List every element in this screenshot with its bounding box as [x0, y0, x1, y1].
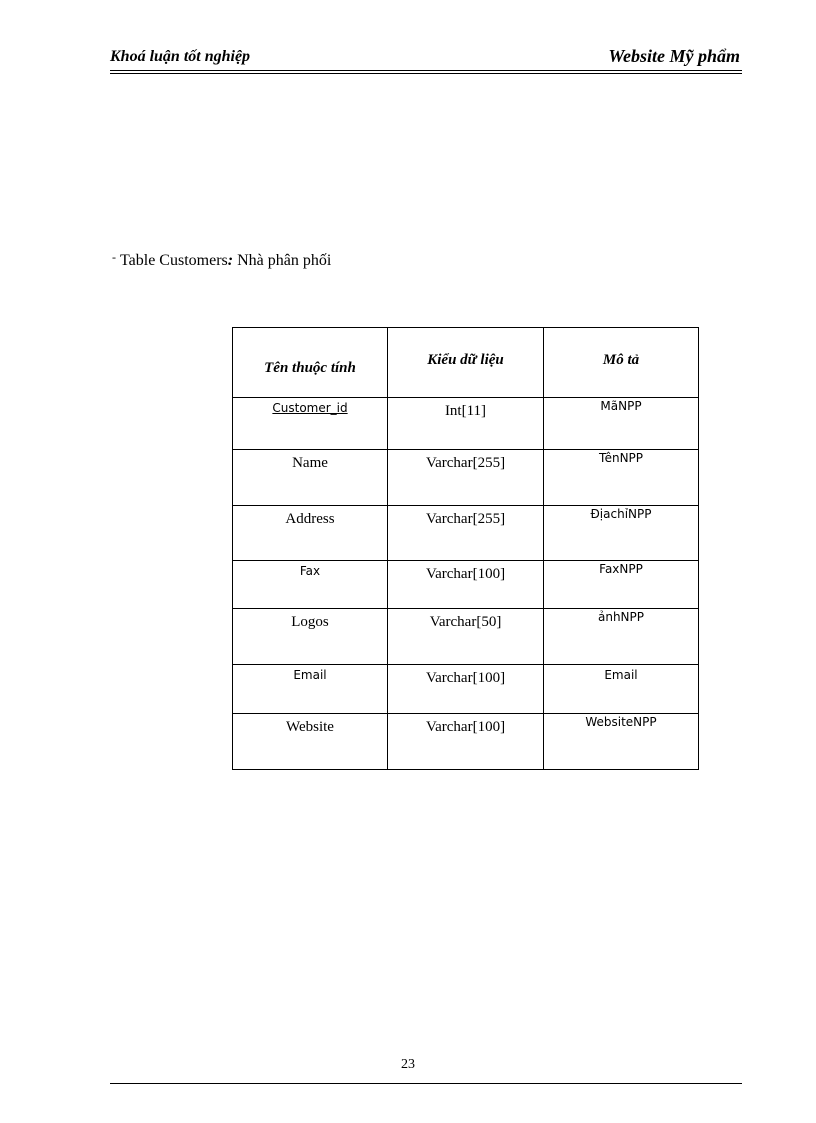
header-attribute-name: Tên thuộc tính	[233, 328, 388, 398]
cell-attribute: Name	[233, 450, 388, 506]
table-row	[233, 665, 699, 714]
table-row	[233, 714, 699, 770]
heading-colon: :	[227, 252, 234, 269]
cell-type: Varchar[100]	[388, 665, 544, 714]
header-thesis-title: Khoá luận tốt nghiệp	[110, 48, 251, 65]
footer-divider	[110, 1083, 742, 1084]
cell-description: FaxNPP	[544, 561, 699, 609]
cell-description: ĐịachỉNPP	[544, 506, 699, 561]
cell-attribute: Email	[233, 665, 388, 714]
cell-type: Int[11]	[388, 398, 544, 450]
cell-attribute: Logos	[233, 609, 388, 665]
table-row	[233, 506, 699, 561]
header-divider	[110, 73, 742, 74]
table-header-row	[233, 328, 699, 398]
bullet-dash: -	[112, 250, 116, 264]
cell-description: MãNPP	[544, 398, 699, 450]
table-row	[233, 450, 699, 506]
cell-type: Varchar[50]	[388, 609, 544, 665]
table-row	[233, 561, 699, 609]
cell-type: Varchar[100]	[388, 561, 544, 609]
cell-description: TênNPP	[544, 450, 699, 506]
cell-attribute: Website	[233, 714, 388, 770]
cell-attribute: Customer_id	[233, 398, 388, 450]
table-row	[233, 609, 699, 665]
cell-type: Varchar[255]	[388, 506, 544, 561]
cell-description: Email	[544, 665, 699, 714]
section-heading	[112, 250, 331, 270]
cell-description: ảnhNPP	[544, 609, 699, 665]
table-description: Nhà phân phối	[237, 252, 332, 269]
page-header	[110, 44, 742, 71]
header-description: Mô tả	[544, 328, 699, 398]
table-row	[233, 398, 699, 450]
header-project-title: Website Mỹ phẩm	[608, 46, 740, 66]
cell-attribute: Address	[233, 506, 388, 561]
table-name: Table Customers	[120, 252, 228, 269]
attributes-table	[232, 327, 699, 770]
cell-attribute: Fax	[233, 561, 388, 609]
page-number: 23	[401, 1057, 415, 1072]
cell-type: Varchar[100]	[388, 714, 544, 770]
cell-description: WebsiteNPP	[544, 714, 699, 770]
header-data-type: Kiểu dữ liệu	[388, 328, 544, 398]
cell-type: Varchar[255]	[388, 450, 544, 506]
